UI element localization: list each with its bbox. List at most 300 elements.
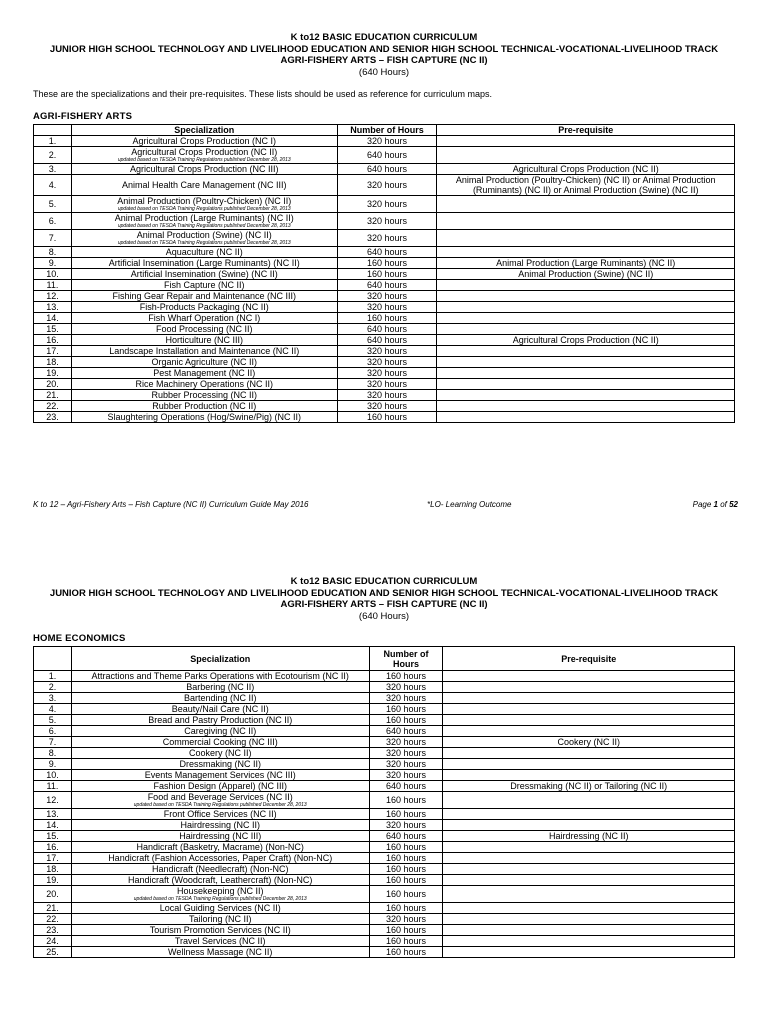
table-row	[34, 147, 735, 164]
row-hours-text: 160 hours	[385, 875, 426, 885]
row-hours	[337, 335, 437, 346]
row-prerequisite-text: Dressmaking (NC II) or Tailoring (NC II)	[510, 781, 668, 791]
row-hours-text: 320 hours	[385, 737, 426, 747]
row-number	[34, 781, 72, 792]
row-hours	[369, 770, 443, 781]
table-header-row	[34, 647, 735, 671]
row-specialization-text: Slaughtering Operations (Hog/Swine/Pig) (NC II)	[107, 412, 302, 422]
row-hours	[369, 842, 443, 853]
row-hours-text: 160 hours	[385, 715, 426, 725]
table-row	[34, 175, 735, 196]
row-prerequisite	[437, 302, 735, 313]
row-prerequisite	[443, 809, 735, 820]
row-hours-text: 320 hours	[366, 346, 408, 356]
row-prerequisite-text: Animal Production (Large Ruminants) (NC II)	[496, 258, 676, 268]
row-number-text: 6.	[48, 726, 57, 736]
row-prerequisite	[443, 875, 735, 886]
row-specialization	[71, 770, 369, 781]
row-number	[34, 914, 72, 925]
row-specialization	[71, 820, 369, 831]
row-specialization-text: Aquaculture (NC II)	[165, 247, 243, 257]
row-number-text: 16.	[46, 335, 59, 345]
row-prerequisite	[443, 704, 735, 715]
row-specialization	[71, 247, 337, 258]
row-number-text: 1.	[48, 671, 57, 681]
row-specialization	[71, 213, 337, 230]
row-prerequisite-text: Animal Production (Poultry-Chicken) (NC II) or Animal Production (Ruminants) (NC II) or Animal Production (Swine) (NC II)	[455, 175, 716, 195]
row-number	[34, 379, 72, 390]
row-hours-text: 160 hours	[385, 795, 426, 805]
row-number-text: 4.	[48, 704, 57, 714]
row-prerequisite	[437, 324, 735, 335]
table-header-prerequisite: Pre-requisite	[443, 647, 735, 671]
row-specialization	[71, 925, 369, 936]
row-specialization	[71, 258, 337, 269]
row-hours-text: 160 hours	[385, 853, 426, 863]
row-number-text: 12.	[46, 795, 59, 805]
row-hours-text: 160 hours	[385, 947, 426, 957]
row-specialization	[71, 715, 369, 726]
row-number	[34, 335, 72, 346]
row-prerequisite	[443, 886, 735, 903]
row-hours-text: 160 hours	[385, 903, 426, 913]
row-hours-text: 320 hours	[366, 180, 408, 190]
row-specialization	[71, 947, 369, 958]
row-number	[34, 136, 72, 147]
document-page-2	[0, 574, 768, 1024]
page-num: 1	[713, 500, 718, 509]
row-hours-text: 160 hours	[385, 704, 426, 714]
row-hours-text: 320 hours	[366, 379, 408, 389]
table-row	[34, 335, 735, 346]
row-number-text: 4.	[48, 180, 57, 190]
row-specialization-text: Commercial Cooking (NC III)	[162, 737, 278, 747]
row-hours	[337, 175, 437, 196]
row-specialization-text: Pest Management (NC II)	[153, 368, 256, 378]
row-prerequisite	[437, 291, 735, 302]
row-number-text: 12.	[46, 291, 59, 301]
row-number	[34, 737, 72, 748]
header-line-1: K to12 BASIC EDUCATION CURRICULUM	[290, 576, 478, 587]
specialization-table	[33, 124, 735, 423]
row-prerequisite-text: Cookery (NC II)	[557, 737, 620, 747]
row-prerequisite	[443, 820, 735, 831]
row-prerequisite	[437, 164, 735, 175]
row-hours	[369, 781, 443, 792]
row-number	[34, 864, 72, 875]
row-hours-text: 640 hours	[366, 324, 408, 334]
row-prerequisite	[443, 748, 735, 759]
table-row	[34, 925, 735, 936]
row-prerequisite	[443, 947, 735, 958]
table-header-specialization: Specialization	[71, 647, 369, 671]
row-hours	[337, 164, 437, 175]
table-header-row	[34, 125, 735, 136]
row-hours	[337, 213, 437, 230]
page-header	[0, 32, 768, 78]
row-number-text: 3.	[48, 164, 57, 174]
row-prerequisite	[443, 781, 735, 792]
row-prerequisite	[437, 147, 735, 164]
row-hours-text: 160 hours	[385, 809, 426, 819]
row-specialization	[71, 853, 369, 864]
row-prerequisite	[437, 247, 735, 258]
row-update-note: updated based on TESDA Training Regulations published December 28, 2013	[117, 157, 291, 163]
header-line-2: JUNIOR HIGH SCHOOL TECHNOLOGY AND LIVELIHOOD EDUCATION AND SENIOR HIGH SCHOOL TECHNICAL-VOCATIONAL-LIVELIHOOD TRACK	[49, 43, 719, 55]
row-number	[34, 247, 72, 258]
row-number	[34, 196, 72, 213]
row-number-text: 5.	[48, 715, 57, 725]
row-number-text: 18.	[46, 864, 59, 874]
row-prerequisite	[437, 335, 735, 346]
row-hours	[369, 853, 443, 864]
row-specialization-text: Tailoring (NC II)	[188, 914, 252, 924]
row-number	[34, 903, 72, 914]
section-title: AGRI-FISHERY ARTS	[33, 111, 133, 122]
row-hours-text: 320 hours	[366, 401, 408, 411]
row-specialization	[71, 269, 337, 280]
row-hours	[337, 412, 437, 423]
row-number-text: 20.	[46, 379, 59, 389]
page-total: 52	[729, 500, 738, 509]
table-row	[34, 809, 735, 820]
row-number	[34, 947, 72, 958]
row-hours	[369, 671, 443, 682]
row-prerequisite	[437, 401, 735, 412]
row-number-text: 14.	[46, 313, 59, 323]
row-number-text: 16.	[46, 842, 59, 852]
table-header-specialization: Specialization	[71, 125, 337, 136]
row-prerequisite	[437, 175, 735, 196]
table-row	[34, 903, 735, 914]
row-specialization	[71, 781, 369, 792]
row-prerequisite	[443, 914, 735, 925]
row-specialization-text: Fish Wharf Operation (NC I)	[148, 313, 261, 323]
row-prerequisite	[443, 864, 735, 875]
row-number	[34, 230, 72, 247]
row-number-text: 10.	[46, 770, 59, 780]
table-row	[34, 313, 735, 324]
row-hours-text: 160 hours	[366, 313, 408, 323]
row-specialization-text: Artificial Insemination (Swine) (NC II)	[130, 269, 278, 279]
row-specialization	[71, 147, 337, 164]
row-number-text: 17.	[46, 346, 59, 356]
table-row	[34, 693, 735, 704]
row-hours-text: 160 hours	[366, 258, 408, 268]
row-number-text: 11.	[46, 781, 59, 791]
row-specialization	[71, 737, 369, 748]
row-hours	[369, 792, 443, 809]
row-hours	[337, 324, 437, 335]
row-prerequisite	[443, 671, 735, 682]
page-header	[0, 576, 768, 622]
row-number-text: 1.	[48, 136, 57, 146]
table-row	[34, 280, 735, 291]
row-hours	[337, 247, 437, 258]
row-hours-text: 320 hours	[366, 233, 408, 243]
row-hours	[337, 269, 437, 280]
row-specialization	[71, 842, 369, 853]
row-hours	[369, 864, 443, 875]
row-number-text: 13.	[46, 809, 59, 819]
row-hours	[337, 280, 437, 291]
row-number-text: 21.	[46, 390, 59, 400]
row-specialization-text: Events Management Services (NC III)	[144, 770, 296, 780]
table-row	[34, 770, 735, 781]
row-specialization-text: Agricultural Crops Production (NC III)	[129, 164, 279, 174]
table-row	[34, 164, 735, 175]
row-specialization-text: Wellness Massage (NC II)	[168, 947, 273, 957]
row-number-text: 7.	[48, 737, 57, 747]
table-row	[34, 748, 735, 759]
row-prerequisite	[443, 726, 735, 737]
header-line-1: K to12 BASIC EDUCATION CURRICULUM	[290, 32, 478, 43]
row-hours-text: 640 hours	[366, 164, 408, 174]
row-hours	[337, 346, 437, 357]
row-hours	[369, 831, 443, 842]
row-hours-text: 160 hours	[385, 842, 426, 852]
row-specialization-text: Tourism Promotion Services (NC II)	[149, 925, 291, 935]
row-hours	[369, 748, 443, 759]
row-specialization-text: Fashion Design (Apparel) (NC III)	[153, 781, 287, 791]
row-prerequisite	[437, 379, 735, 390]
row-specialization-text: Housekeeping (NC II)	[176, 886, 264, 896]
row-specialization-text: Rubber Production (NC II)	[152, 401, 257, 411]
row-number	[34, 842, 72, 853]
row-specialization-text: Hairdressing (NC III)	[179, 831, 262, 841]
table-row	[34, 269, 735, 280]
row-number	[34, 368, 72, 379]
footer-center: *LO- Learning Outcome	[427, 500, 512, 509]
table-row	[34, 682, 735, 693]
row-specialization-text: Fishing Gear Repair and Maintenance (NC III)	[112, 291, 297, 301]
table-row	[34, 792, 735, 809]
row-specialization-text: Food and Beverage Services (NC II)	[147, 792, 293, 802]
row-specialization	[71, 726, 369, 737]
row-specialization	[71, 401, 337, 412]
row-number	[34, 302, 72, 313]
footer-left: K to 12 – Agri-Fishery Arts – Fish Capture (NC II) Curriculum Guide May 2016	[33, 500, 309, 509]
row-hours	[369, 820, 443, 831]
row-number	[34, 682, 72, 693]
row-number	[34, 346, 72, 357]
intro-text: These are the specializations and their pre-requisites. These lists should be used as reference for curriculum maps.	[33, 89, 493, 99]
row-specialization-text: Caregiving (NC II)	[184, 726, 257, 736]
row-number-text: 18.	[46, 357, 59, 367]
header-line-3: AGRI-FISHERY ARTS – FISH CAPTURE (NC II)	[280, 55, 488, 66]
row-hours	[369, 704, 443, 715]
row-hours-text: 640 hours	[366, 247, 408, 257]
row-number	[34, 831, 72, 842]
row-specialization	[71, 335, 337, 346]
table-row	[34, 368, 735, 379]
row-hours-text: 160 hours	[366, 412, 408, 422]
row-hours-text: 640 hours	[385, 726, 426, 736]
row-prerequisite-text: Agricultural Crops Production (NC II)	[512, 335, 659, 345]
row-specialization-text: Animal Health Care Management (NC III)	[121, 180, 287, 190]
row-hours-text: 640 hours	[366, 335, 408, 345]
page-of: of	[717, 500, 730, 509]
row-hours	[337, 313, 437, 324]
row-specialization-text: Fish Capture (NC II)	[163, 280, 245, 290]
row-hours-text: 320 hours	[366, 357, 408, 367]
row-hours-text: 320 hours	[385, 682, 426, 692]
row-number	[34, 213, 72, 230]
row-number	[34, 390, 72, 401]
row-hours-text: 320 hours	[385, 748, 426, 758]
row-specialization	[71, 704, 369, 715]
row-prerequisite	[437, 213, 735, 230]
row-prerequisite	[443, 903, 735, 914]
row-specialization	[71, 412, 337, 423]
table-row	[34, 379, 735, 390]
row-prerequisite	[443, 853, 735, 864]
row-hours	[337, 357, 437, 368]
row-number	[34, 412, 72, 423]
row-specialization	[71, 831, 369, 842]
row-specialization-text: Bartending (NC II)	[183, 693, 257, 703]
row-specialization-text: Attractions and Theme Parks Operations with Ecotourism (NC II)	[91, 671, 349, 681]
table-row	[34, 136, 735, 147]
row-specialization	[71, 164, 337, 175]
row-specialization	[71, 886, 369, 903]
table-header-num	[34, 125, 72, 136]
row-number-text: 9.	[48, 258, 57, 268]
row-number-text: 21.	[46, 903, 59, 913]
section-title: HOME ECONOMICS	[33, 633, 126, 644]
row-number	[34, 164, 72, 175]
row-prerequisite	[437, 412, 735, 423]
row-number	[34, 759, 72, 770]
table-row	[34, 864, 735, 875]
row-specialization-text: Rice Machinery Operations (NC II)	[135, 379, 274, 389]
row-hours	[369, 925, 443, 936]
row-prerequisite	[437, 258, 735, 269]
row-number-text: 7.	[48, 233, 57, 243]
row-number	[34, 809, 72, 820]
row-hours	[337, 302, 437, 313]
row-prerequisite-text: Hairdressing (NC II)	[548, 831, 629, 841]
table-row	[34, 230, 735, 247]
row-prerequisite	[437, 313, 735, 324]
header-line-3: AGRI-FISHERY ARTS – FISH CAPTURE (NC II)	[280, 599, 488, 610]
row-specialization	[71, 682, 369, 693]
row-hours-text: 640 hours	[385, 781, 426, 791]
row-hours-text: 320 hours	[366, 368, 408, 378]
row-hours-text: 320 hours	[366, 136, 408, 146]
row-hours	[369, 715, 443, 726]
row-number-text: 9.	[48, 759, 57, 769]
row-hours-text: 160 hours	[385, 671, 426, 681]
table-row	[34, 390, 735, 401]
table-row	[34, 914, 735, 925]
table-row	[34, 726, 735, 737]
row-prerequisite	[437, 280, 735, 291]
row-number	[34, 770, 72, 781]
row-hours	[369, 936, 443, 947]
row-number-text: 25.	[46, 947, 59, 957]
table-row	[34, 258, 735, 269]
table-row	[34, 842, 735, 853]
row-number	[34, 280, 72, 291]
row-specialization-text: Food Processing (NC II)	[155, 324, 253, 334]
row-specialization	[71, 175, 337, 196]
row-specialization	[71, 903, 369, 914]
row-specialization-text: Barbering (NC II)	[186, 682, 255, 692]
footer-page-number	[693, 500, 738, 509]
row-hours-text: 320 hours	[385, 820, 426, 830]
row-specialization-text: Handicraft (Fashion Accessories, Paper Craft) (Non-NC)	[108, 853, 333, 863]
row-number	[34, 313, 72, 324]
row-prerequisite	[443, 936, 735, 947]
row-specialization	[71, 291, 337, 302]
row-number-text: 17.	[46, 853, 59, 863]
row-specialization	[71, 875, 369, 886]
row-hours	[369, 682, 443, 693]
table-row	[34, 886, 735, 903]
row-number	[34, 324, 72, 335]
row-number	[34, 748, 72, 759]
row-number-text: 22.	[46, 914, 59, 924]
table-row	[34, 213, 735, 230]
row-update-note: updated based on TESDA Training Regulations published December 28, 2013	[133, 896, 307, 902]
row-specialization-text: Cookery (NC II)	[188, 748, 252, 758]
row-specialization	[71, 302, 337, 313]
row-number-text: 24.	[46, 936, 59, 946]
row-prerequisite	[443, 831, 735, 842]
row-hours-text: 320 hours	[385, 693, 426, 703]
table-row	[34, 357, 735, 368]
row-hours	[337, 291, 437, 302]
row-hours	[369, 947, 443, 958]
row-number-text: 15.	[46, 324, 59, 334]
row-number	[34, 792, 72, 809]
row-hours-text: 320 hours	[366, 390, 408, 400]
row-number-text: 23.	[46, 925, 59, 935]
row-specialization	[71, 671, 369, 682]
row-prerequisite-text: Animal Production (Swine) (NC II)	[518, 269, 654, 279]
row-number-text: 3.	[48, 693, 57, 703]
row-number-text: 15.	[46, 831, 59, 841]
table-row	[34, 412, 735, 423]
row-prerequisite-text: Agricultural Crops Production (NC II)	[512, 164, 659, 174]
row-prerequisite	[437, 390, 735, 401]
row-specialization	[71, 792, 369, 809]
row-specialization-text: Animal Production (Poultry-Chicken) (NC II)	[117, 196, 292, 206]
row-number-text: 19.	[46, 875, 59, 885]
row-hours-text: 320 hours	[385, 914, 426, 924]
row-specialization-text: Bread and Pastry Production (NC II)	[148, 715, 293, 725]
row-specialization-text: Hairdressing (NC II)	[180, 820, 260, 830]
row-hours	[369, 726, 443, 737]
row-prerequisite	[443, 925, 735, 936]
row-specialization-text: Agricultural Crops Production (NC II)	[131, 147, 278, 157]
row-number	[34, 875, 72, 886]
row-hours-text: 320 hours	[366, 199, 408, 209]
table-header-hours: Number of Hours	[369, 647, 443, 671]
row-hours	[369, 693, 443, 704]
row-hours-text: 640 hours	[366, 280, 408, 290]
row-number-text: 14.	[46, 820, 59, 830]
row-specialization	[71, 357, 337, 368]
row-specialization	[71, 693, 369, 704]
row-number-text: 13.	[46, 302, 59, 312]
row-hours	[369, 737, 443, 748]
row-specialization	[71, 313, 337, 324]
table-row	[34, 737, 735, 748]
row-prerequisite	[443, 792, 735, 809]
row-specialization-text: Local Guiding Services (NC II)	[159, 903, 281, 913]
